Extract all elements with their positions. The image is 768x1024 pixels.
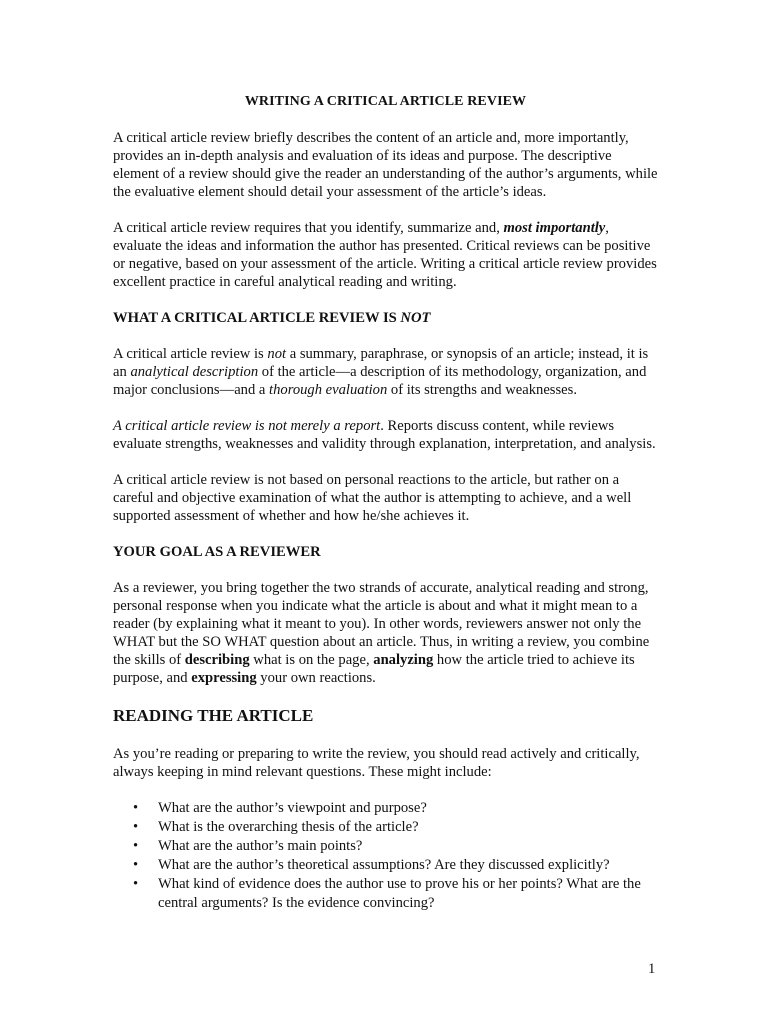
list-item xyxy=(113,799,658,818)
not-p1-i2: analytical description xyxy=(130,364,259,380)
page-number: 1 xyxy=(648,961,656,977)
intro-p2-after: , evaluate the ideas and information the author has presented. Critical reviews can be positive or negative, based on your assessment of the article. Writing a critical article review provides excellent practice in careful analytical reading and writing. xyxy=(113,220,657,290)
intro-paragraph-2 xyxy=(113,219,658,291)
not-p1-s3: of the article—a description of its methodology, organization, and major conclusions—and a xyxy=(113,364,647,398)
goal-p1-s2: what is on the page, xyxy=(249,652,374,668)
not-p1-s1: A critical article review is xyxy=(113,346,268,362)
bullet-icon: • xyxy=(133,819,139,835)
question-text: What kind of evidence does the author use to prove his or her points? What are the central arguments? Is the evidence convincing? xyxy=(158,876,641,911)
document-title: WRITING A CRITICAL ARTICLE REVIEW xyxy=(244,94,527,109)
bullet-icon: • xyxy=(133,838,139,854)
question-text: What are the author’s main points? xyxy=(158,838,363,854)
list-item xyxy=(113,875,658,913)
section-not-heading-emphasis: NOT xyxy=(400,310,431,326)
intro-paragraph-1: A critical article review briefly describes the content of an article and, more importantly, provides an in-depth analysis and evaluation of its ideas and purpose. The descriptive element of a review should give the reader an understanding of the author’s arguments, while the evaluative element should detail your assessment of the article’s ideas. xyxy=(113,130,658,200)
not-paragraph-2 xyxy=(113,417,658,453)
not-paragraph-1 xyxy=(113,345,658,399)
question-text: What are the author’s theoretical assumptions? Are they discussed explicitly? xyxy=(158,857,610,873)
section-heading-reading: READING THE ARTICLE xyxy=(113,706,314,725)
list-item xyxy=(113,818,658,837)
not-p2-rest: . Reports discuss content, while reviews evaluate strengths, weaknesses and validity through explanation, interpretation, and analysis. xyxy=(113,418,656,452)
goal-p1-s3: how the article tried to achieve its purpose, and xyxy=(113,652,635,686)
intro-p2-before: A critical article review requires that you identify, summarize and, xyxy=(113,220,504,236)
question-text: What are the author’s viewpoint and purpose? xyxy=(158,800,427,816)
not-p1-i3: thorough evaluation xyxy=(269,382,388,398)
not-p1-s2: a summary, paraphrase, or synopsis of an article; instead, it is an xyxy=(113,346,649,380)
not-paragraph-3: A critical article review is not based on personal reactions to the article, but rather on a careful and objective examination of what the author is attempting to achieve, and a well supported assessment of whether and how he/she achieves it. xyxy=(113,472,632,524)
reading-paragraph-1: As you’re reading or preparing to write the review, you should read actively and critically, always keeping in mind relevant questions. These might include: xyxy=(113,746,640,780)
document-page xyxy=(113,93,658,913)
list-item xyxy=(113,856,658,875)
goal-p1-b1: describing xyxy=(184,652,250,668)
goal-p1-s1: As a reviewer, you bring together the two strands of accurate, analytical reading and strong, personal response when you indicate what the article is about and what it might mean to a reader (by explaining what it meant to you). In other words, reviewers answer not only the WHAT but the SO WHAT question about an article. Thus, in writing a review, you combine the skills of xyxy=(113,580,650,668)
list-item xyxy=(113,837,658,856)
section-heading-not xyxy=(113,309,658,327)
question-list xyxy=(113,799,658,913)
bullet-icon: • xyxy=(133,876,139,892)
intro-p2-emphasis: most importantly xyxy=(503,220,606,236)
section-not-heading-text: WHAT A CRITICAL ARTICLE REVIEW IS xyxy=(113,310,401,326)
goal-p1-b3: expressing xyxy=(191,670,257,686)
goal-p1-b2: analyzing xyxy=(373,652,434,668)
goal-p1-s4: your own reactions. xyxy=(256,670,376,686)
bullet-icon: • xyxy=(133,800,139,816)
goal-paragraph-1 xyxy=(113,579,658,687)
not-p1-s4: of its strengths and weaknesses. xyxy=(387,382,577,398)
not-p2-italic: A critical article review is not merely a report xyxy=(113,418,381,434)
bullet-icon: • xyxy=(133,857,139,873)
not-p1-i1: not xyxy=(267,346,287,362)
section-heading-goal: YOUR GOAL AS A REVIEWER xyxy=(113,544,321,560)
question-text: What is the overarching thesis of the article? xyxy=(158,819,419,835)
